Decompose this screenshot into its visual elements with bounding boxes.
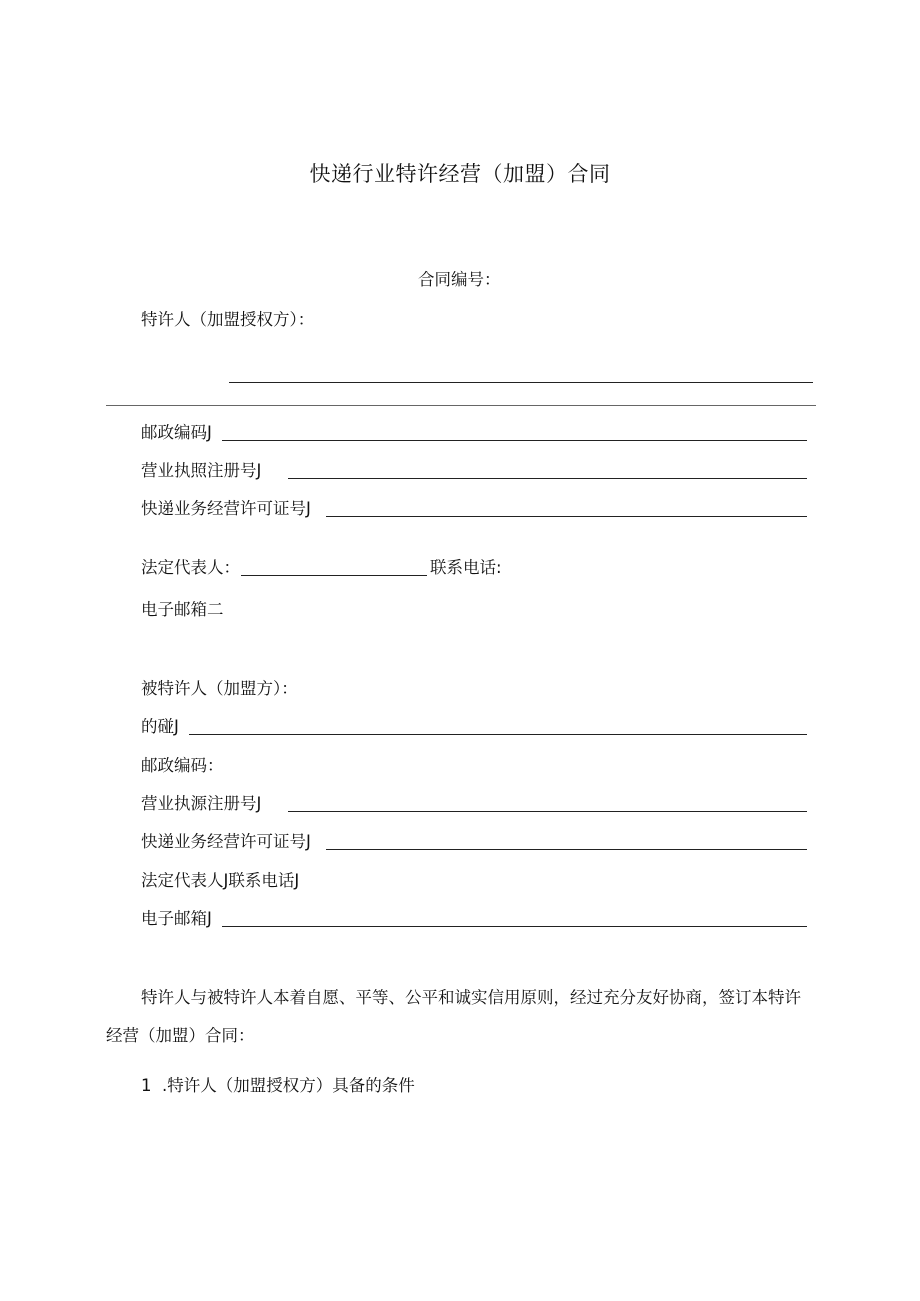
- franchisor-heading: 特许人（加盟授权方）：: [141, 310, 315, 329]
- franchisee-business-license-label: 营业执源注册号J: [141, 794, 262, 813]
- intro-paragraph-line-1: 特许人与被特许人本着自愿、平等、公平和诚实信用原则，经过充分友好协商，签订本特许: [141, 988, 801, 1007]
- section-divider: [106, 405, 816, 406]
- section-1-title: .特许人（加盟授权方）具备的条件: [162, 1076, 415, 1095]
- franchisor-business-license-blank: [288, 478, 807, 479]
- franchisor-legal-rep-label: 法定代表人：: [141, 558, 240, 577]
- franchisor-legal-rep-blank: [241, 575, 427, 576]
- contract-number-label: 合同编号：: [418, 270, 501, 289]
- intro-paragraph-line-2: 经营（加盟）合同：: [106, 1026, 255, 1045]
- franchisee-postal-code-label: 邮政编码：: [141, 756, 224, 775]
- franchisee-email-blank: [222, 926, 807, 927]
- document-title: 快递行业特许经营（加盟）合同: [309, 162, 611, 186]
- franchisee-express-permit-blank: [326, 849, 807, 850]
- franchisee-address-label: 的碰J: [141, 717, 179, 736]
- franchisee-email-label: 电子邮箱J: [141, 909, 212, 928]
- franchisor-business-license-label: 营业执照注册号J: [141, 461, 262, 480]
- franchisor-express-permit-label: 快递业务经营许可证号J: [141, 499, 311, 518]
- franchisee-express-permit-label: 快递业务经营许可证号J: [141, 832, 311, 851]
- franchisor-postal-code-label: 邮政编码J: [141, 423, 212, 442]
- franchisor-postal-code-blank: [222, 440, 807, 441]
- section-1-number: 1: [141, 1076, 152, 1095]
- franchisor-email-label: 电子邮箱二: [141, 600, 224, 619]
- franchisee-legal-rep-phone-label: 法定代表人J联系电话J: [141, 871, 300, 890]
- franchisor-name-blank-line: [229, 382, 813, 383]
- franchisor-phone-label: 联系电话:: [430, 558, 502, 577]
- franchisee-address-blank: [189, 734, 807, 735]
- franchisee-business-license-blank: [288, 811, 807, 812]
- franchisor-express-permit-blank: [326, 516, 807, 517]
- franchisee-heading: 被特许人（加盟方）：: [141, 679, 298, 698]
